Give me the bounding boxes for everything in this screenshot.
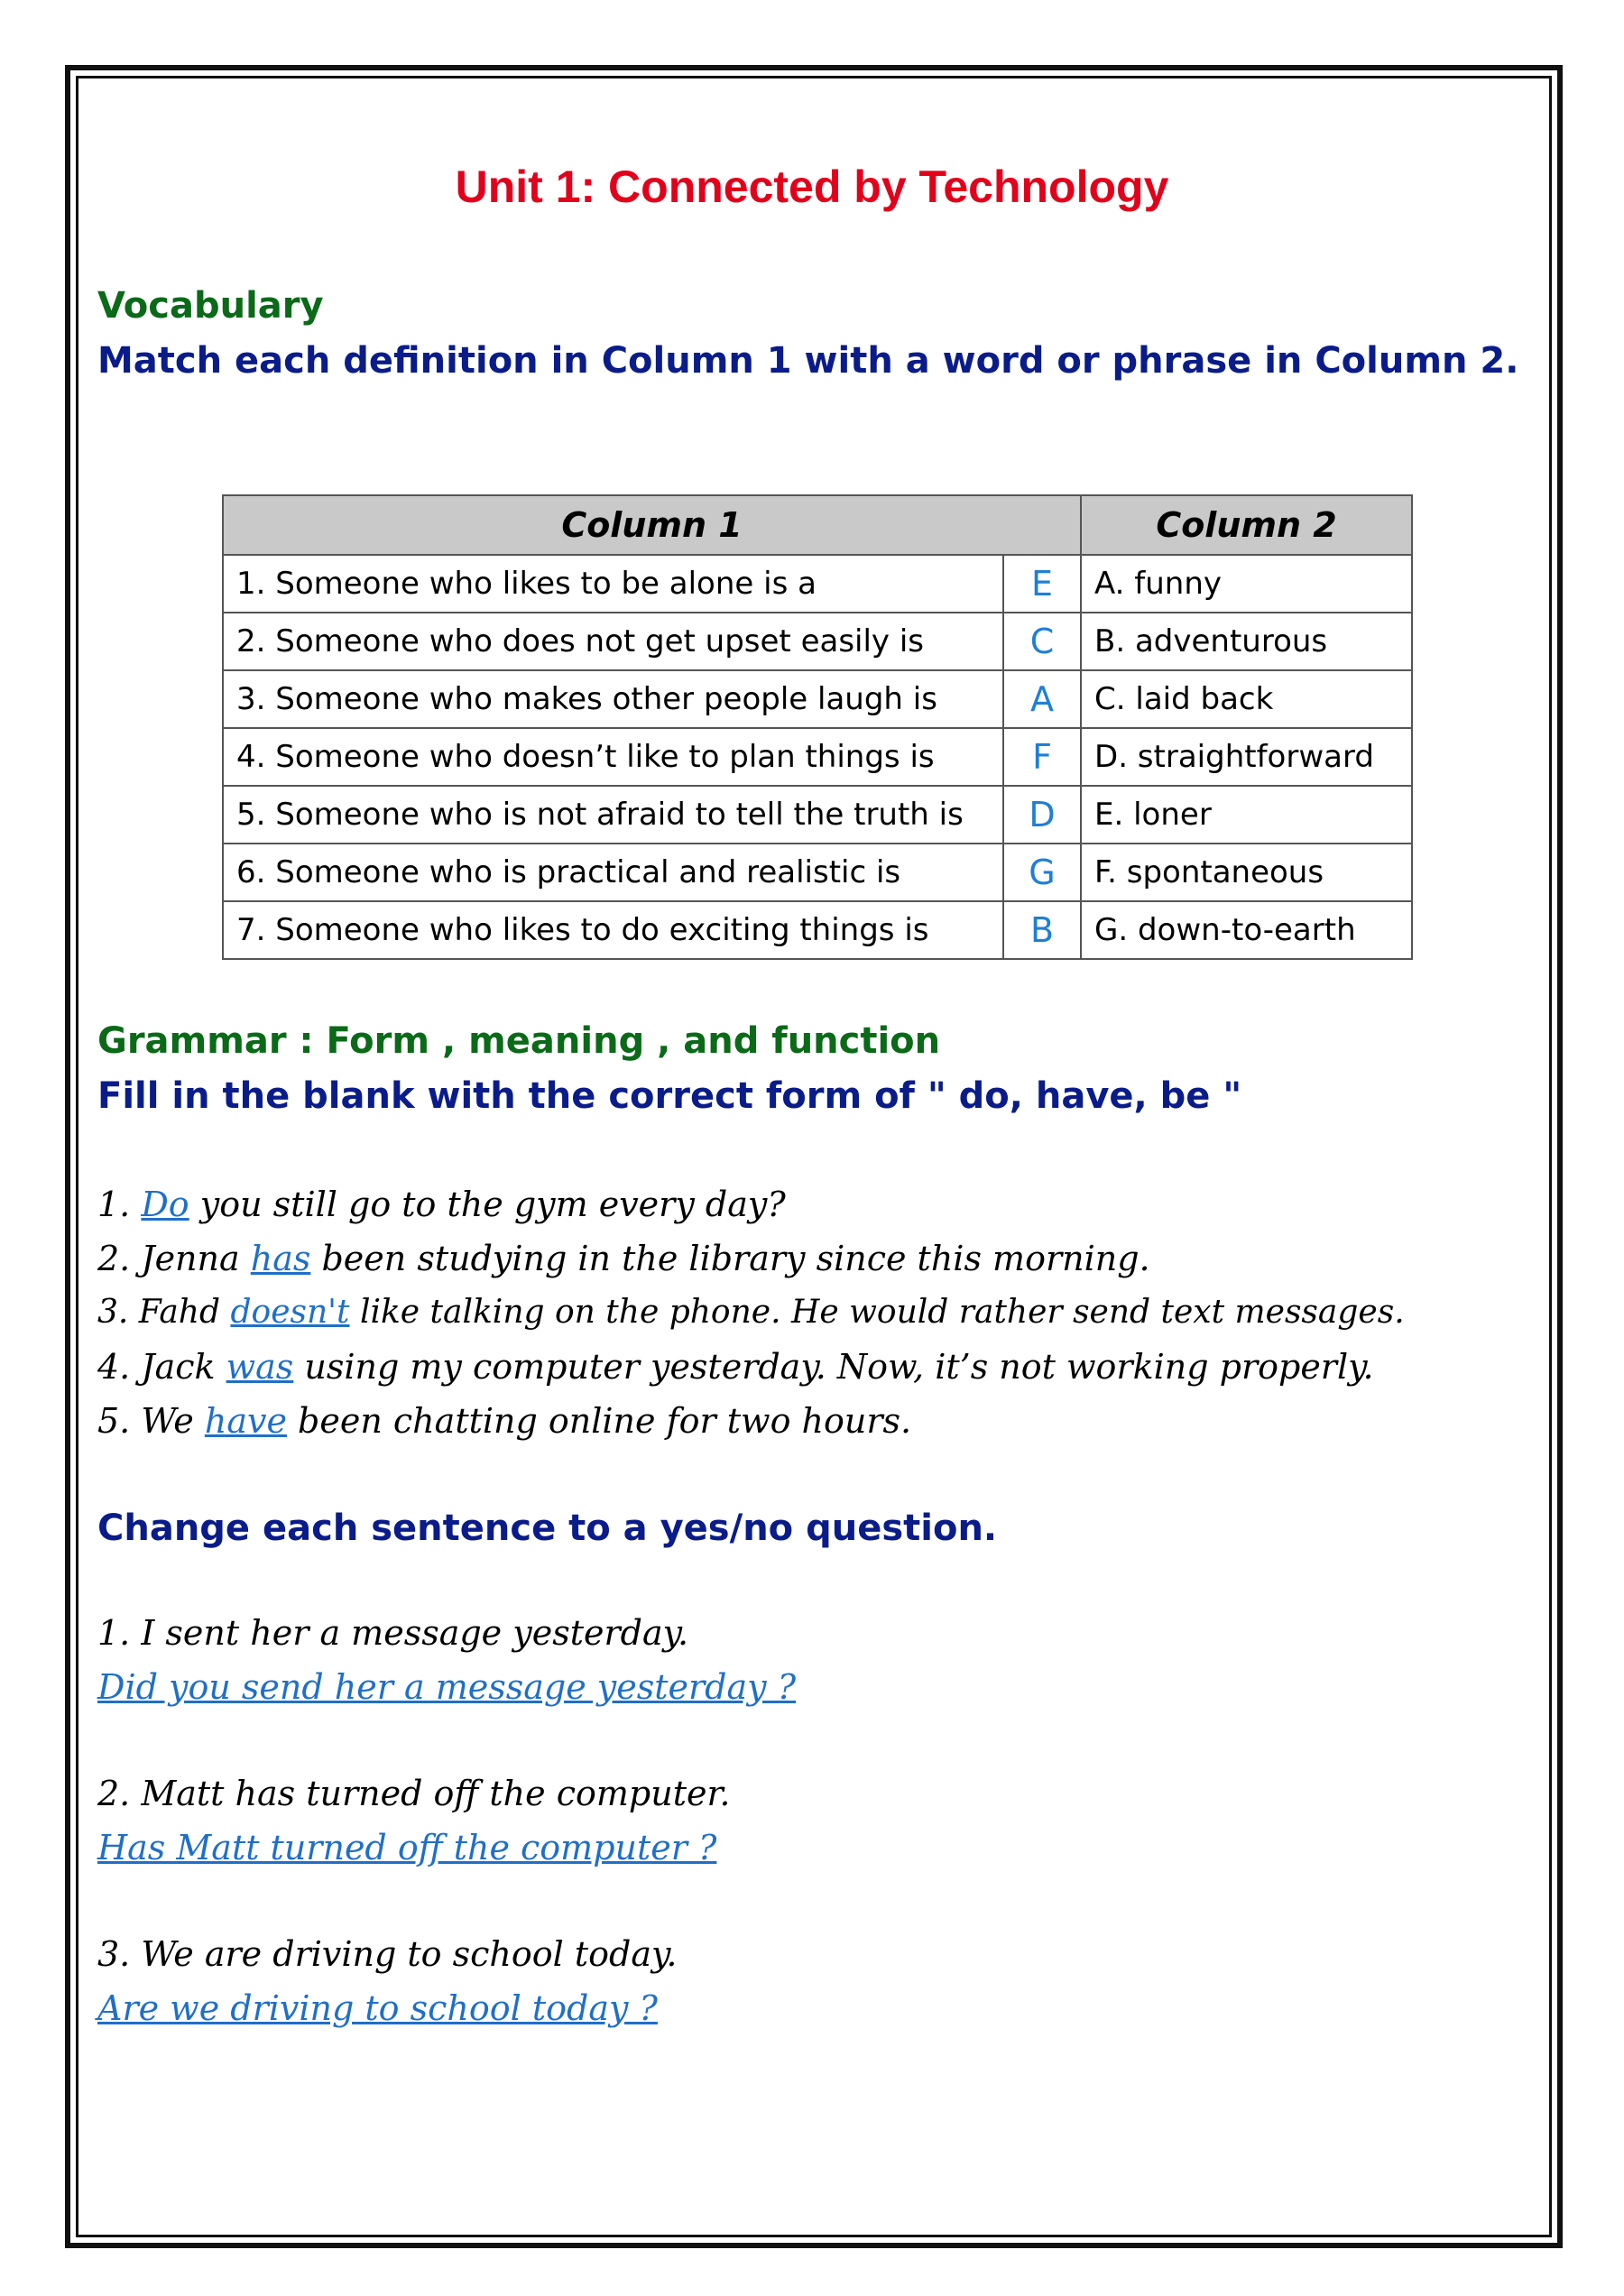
list-item: 3. Fahd doesn't like talking on the phone. He would rather send text messages. — [97, 1294, 1405, 1331]
table-row — [223, 901, 1412, 959]
option-cell: B. adventurous — [1081, 613, 1412, 670]
table-row — [223, 555, 1412, 613]
option-cell: G. down-to-earth — [1081, 901, 1412, 959]
question-answer: Has Matt turned off the computer ? — [97, 1828, 717, 1867]
table-row — [223, 844, 1412, 901]
fill-answer: was — [226, 1347, 294, 1387]
column-2-header: Column 2 — [1081, 495, 1412, 555]
fill-answer: Do — [141, 1185, 189, 1224]
fill-answer: has — [250, 1239, 311, 1278]
answer-cell: A — [1003, 670, 1081, 728]
answer-cell: D — [1003, 786, 1081, 844]
grammar-heading: Grammar : Form , meaning , and function — [97, 1020, 941, 1062]
fill-in-list — [97, 1177, 1405, 1448]
definition-cell: 3. Someone who makes other people laugh is — [223, 670, 1003, 728]
vocabulary-instruction: Match each definition in Column 1 with a word or phrase in Column 2. — [97, 340, 1519, 382]
answer-cell: C — [1003, 613, 1081, 670]
option-cell: C. laid back — [1081, 670, 1412, 728]
option-cell: F. spontaneous — [1081, 844, 1412, 901]
question-list — [97, 1606, 796, 2035]
definition-cell: 7. Someone who likes to do exciting things is — [223, 901, 1003, 959]
definition-cell: 5. Someone who is not afraid to tell the truth is — [223, 786, 1003, 844]
question-answer: Are we driving to school today ? — [97, 1988, 658, 2028]
vocabulary-heading: Vocabulary — [97, 285, 324, 327]
list-item: 1. Do you still go to the gym every day? — [97, 1185, 786, 1224]
table-row — [223, 728, 1412, 786]
fill-answer: doesn't — [230, 1294, 350, 1331]
questions-instruction: Change each sentence to a yes/no question. — [97, 1508, 998, 1549]
option-cell: E. loner — [1081, 786, 1412, 844]
list-item: 2. Jenna has been studying in the library since this morning. — [97, 1239, 1150, 1278]
answer-cell: E — [1003, 555, 1081, 613]
original-sentence: 2. Matt has turned off the computer. — [97, 1774, 731, 1813]
grammar-instruction: Fill in the blank with the correct form of " do, have, be " — [97, 1075, 1242, 1117]
list-item: 5. We have been chatting online for two hours. — [97, 1401, 912, 1441]
original-sentence: 1. I sent her a message yesterday. — [97, 1613, 689, 1653]
table-row — [223, 786, 1412, 844]
table-header-row — [223, 495, 1412, 555]
answer-cell: F — [1003, 728, 1081, 786]
definition-cell: 1. Someone who likes to be alone is a — [223, 555, 1003, 613]
table-row — [223, 670, 1412, 728]
original-sentence: 3. We are driving to school today. — [97, 1934, 678, 1974]
answer-cell: B — [1003, 901, 1081, 959]
answer-cell: G — [1003, 844, 1081, 901]
definition-cell: 2. Someone who does not get upset easily is — [223, 613, 1003, 670]
page-title: Unit 1: Connected by Technology — [455, 161, 1169, 212]
vocabulary-table — [222, 494, 1413, 960]
definition-cell: 6. Someone who is practical and realistic is — [223, 844, 1003, 901]
table-row — [223, 613, 1412, 670]
option-cell: D. straightforward — [1081, 728, 1412, 786]
fill-answer: have — [204, 1401, 287, 1441]
column-1-header: Column 1 — [223, 495, 1081, 555]
definition-cell: 4. Someone who doesn’t like to plan things is — [223, 728, 1003, 786]
option-cell: A. funny — [1081, 555, 1412, 613]
list-item: 4. Jack was using my computer yesterday. Now, it’s not working properly. — [97, 1347, 1374, 1387]
question-answer: Did you send her a message yesterday ? — [97, 1667, 797, 1707]
